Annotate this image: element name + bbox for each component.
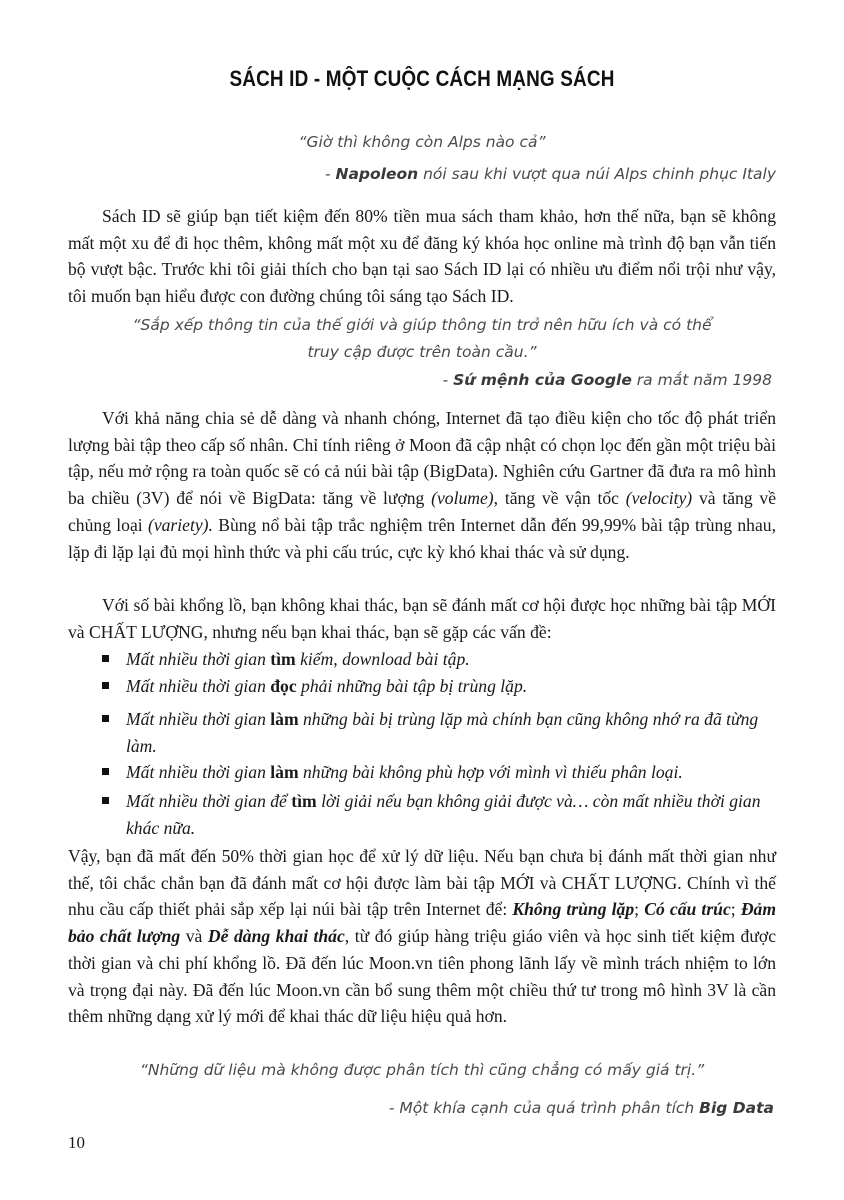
list-item [102, 673, 776, 700]
para4-a: Vậy, bạn đã mất đến 50% thời gian học để xử lý dữ liệu. Nếu bạn chưa bị đánh mất thời gian như thế, tôi chắc chắn bạn đã đánh mất cơ hội được làm bài tập MỚI và CHẤT LƯỢNG. Chính vì thế nhu cầu cấp thiết phải sắp xếp lại núi bài tập trên Internet để: [68, 846, 776, 920]
attribution-dash: - [442, 371, 454, 389]
quote-google-line1: “Sắp xếp thông tin của thế giới và giúp thông tin trở nên hữu ích và có thể [132, 316, 712, 334]
attribution-name: Sứ mệnh của Google [453, 371, 632, 389]
quote-google-line2: truy cập được trên toàn cầu.” [307, 343, 537, 361]
keyword-quality: Đảm bảo chất lượng [68, 899, 776, 947]
paragraph-problems: Với số bài khổng lồ, bạn không khai thác, bạn sẽ đánh mất cơ hội được học những bài tập MỚI và CHẤT LƯỢNG, nhưng nếu bạn khai thác, bạn sẽ gặp các vấn đề: [68, 595, 776, 642]
list-item [102, 788, 776, 841]
bullet-text: những bài không phù hợp với mình vì thiếu phân loại. [298, 762, 683, 782]
list-item [102, 706, 776, 759]
bullet-text: Mất nhiều thời gian [126, 709, 271, 729]
bullet-text: Mất nhiều thời gian [126, 649, 271, 669]
quote-napoleon-attribution [325, 165, 776, 183]
bullet-text: kiếm, download bài tập. [295, 649, 470, 669]
attribution-rest: Một khía cạnh của quá trình phân tích [399, 1099, 700, 1117]
para2-b: , tăng về vận tốc [493, 488, 626, 509]
square-bullet-icon [102, 682, 109, 689]
square-bullet-icon [102, 797, 109, 804]
bullet-keyword: làm [270, 762, 299, 782]
list-item [102, 759, 776, 786]
separator: và [180, 926, 208, 947]
square-bullet-icon [102, 715, 109, 722]
bullet-text: Mất nhiều thời gian để [126, 791, 292, 811]
paragraph-bigdata [68, 405, 776, 565]
para2-c: và tăng về chủng loại [68, 488, 777, 535]
paragraph-intro: Sách ID sẽ giúp bạn tiết kiệm đến 80% tiền mua sách tham khảo, hơn thế nữa, bạn sẽ không mất một xu để đi học thêm, không mất một xu để đăng ký khóa học online mà trình độ bạn vẫn tiến bộ vượt bậc. Trước khi tôi giải thích cho bạn tại sao Sách ID lại có nhiều ưu điểm nổi trội như vậy, tôi muốn bạn hiểu được con đường chúng tôi sáng tạo Sách ID. [68, 206, 776, 307]
bullet-keyword: đọc [270, 676, 297, 696]
term-velocity: (velocity) [625, 488, 693, 509]
keyword-easy-exploit: Dễ dàng khai thác [207, 926, 345, 947]
separator: ; [730, 899, 741, 920]
term-volume: (volume) [431, 488, 494, 509]
attribution-dash: - [388, 1099, 400, 1117]
para2-d: Bùng nổ bài tập trắc nghiệm trên Internet dẫn đến 99,99% bài tập trùng nhau, lặp đi lặp lại đủ mọi hình thức và phi cấu trúc, cực kỳ khó khai thác và sử dụng. [68, 514, 776, 562]
keyword-no-duplicate: Không trùng lặp [512, 899, 635, 920]
square-bullet-icon [102, 768, 109, 775]
quote-bigdata-attribution [389, 1099, 774, 1117]
para4-b: , từ đó giúp hàng triệu giáo viên và học sinh tiết kiệm được thời gian và chi phí khổng lồ. Đã đến lúc Moon.vn tiên phong lãnh lấy về mình trách nhiệm to lớn và trọng đại này. Đã đến lúc Moon.vn cần bổ sung thêm một chiều thứ tư trong mô hình 3V là cần thêm những dạng xử lý mới để khai thác dữ liệu hiệu quả hơn. [68, 926, 777, 1027]
attribution-dash: - [324, 165, 336, 183]
bullet-keyword: làm [270, 709, 299, 729]
attribution-name: Big Data [699, 1099, 774, 1117]
list-item [102, 646, 776, 673]
attribution-rest: ra mắt năm 1998 [631, 371, 772, 389]
separator: ; [634, 899, 645, 920]
quote-google-attribution [443, 371, 772, 389]
keyword-structured: Có cấu trúc [644, 899, 731, 920]
bullet-keyword: tìm [291, 791, 317, 811]
paragraph-conclusion [68, 843, 776, 1030]
quote-napoleon: “Giờ thì không còn Alps nào cả” [298, 133, 546, 151]
bullet-text: những bài bị trùng lặp mà chính bạn cũng không nhớ ra đã từng làm. [126, 709, 759, 756]
attribution-rest: nói sau khi vượt qua núi Alps chinh phục Italy [418, 165, 776, 183]
para2-a: Với khả năng chia sẻ dễ dàng và nhanh chóng, Internet đã tạo điều kiện cho tốc độ phát triển lượng bài tập theo cấp số nhân. Chỉ tính riêng ở Moon đã cập nhật có chọn lọc đến gần một triệu bài tập, nếu mở rộng ra toàn quốc sẽ có cả núi bài tập (BigData). Nghiên cứu Gartner đã đưa ra mô hình ba chiều (3V) để nói về BigData: tăng về lượng [68, 408, 776, 509]
quote-bigdata: “Những dữ liệu mà không được phân tích thì cũng chẳng có mấy giá trị.” [139, 1061, 705, 1079]
term-variety: (variety). [147, 514, 213, 535]
bullet-text: Mất nhiều thời gian [126, 676, 271, 696]
square-bullet-icon [102, 655, 109, 662]
bullet-text: Mất nhiều thời gian [126, 762, 271, 782]
bullet-text: phải những bài tập bị trùng lặp. [296, 676, 528, 696]
attribution-name: Napoleon [335, 165, 419, 183]
page-title: SÁCH ID - MỘT CUỘC CÁCH MẠNG SÁCH [229, 66, 615, 91]
bullet-text: lời giải nếu bạn không giải được và… còn mất nhiều thời gian khác nữa. [126, 791, 761, 838]
bullet-keyword: tìm [270, 649, 296, 669]
page-number: 10 [68, 1133, 85, 1152]
